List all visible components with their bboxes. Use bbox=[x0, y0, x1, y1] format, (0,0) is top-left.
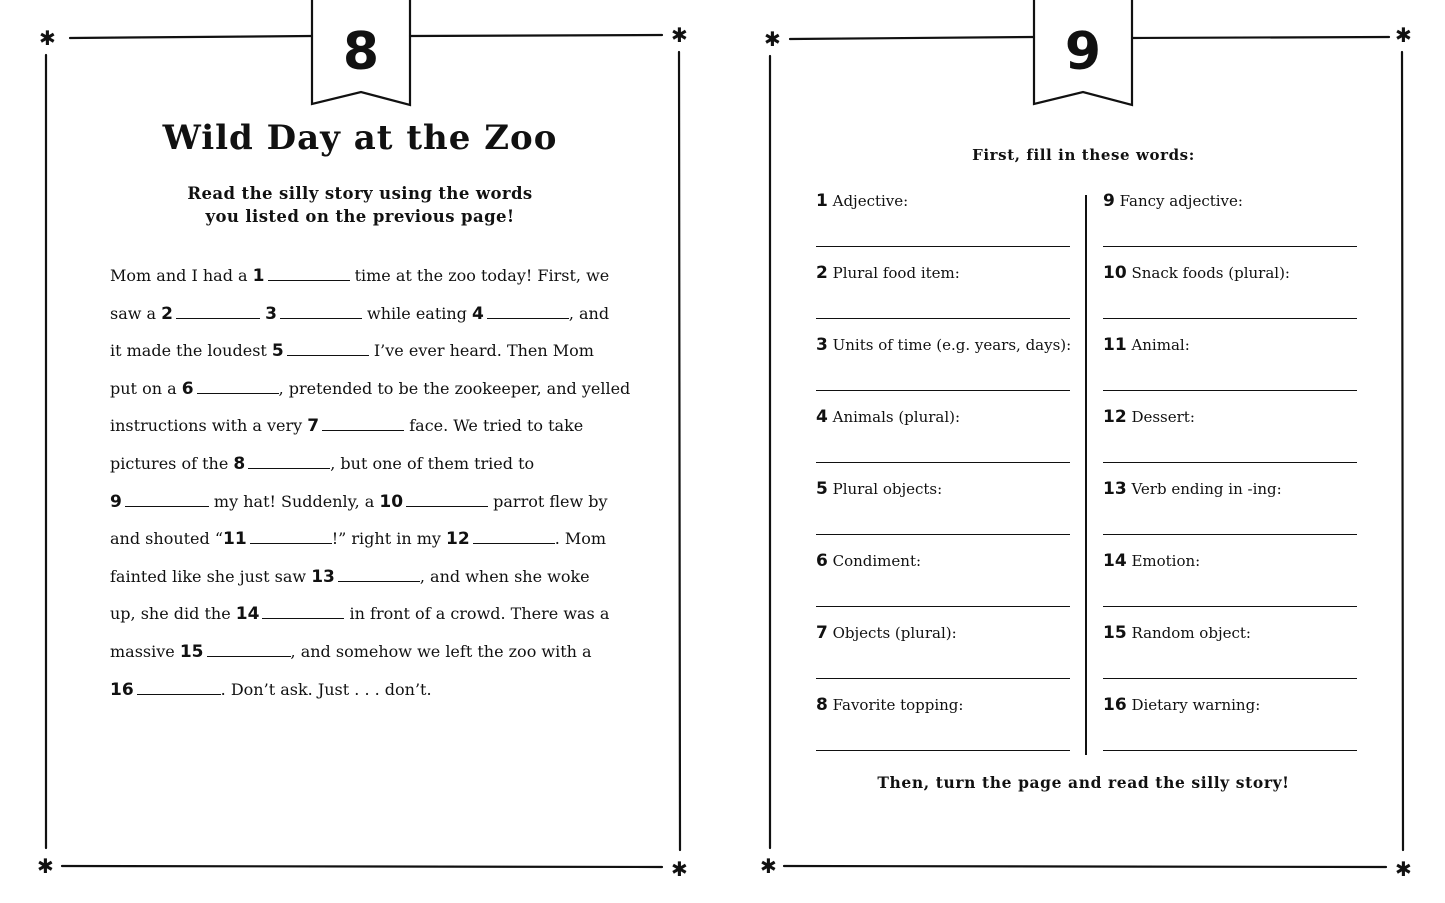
answer-line[interactable] bbox=[816, 246, 1070, 247]
fill-in-blank[interactable] bbox=[338, 567, 420, 582]
story-text-segment: fainted like she just saw bbox=[110, 566, 312, 586]
word-prompt-item bbox=[816, 190, 1071, 262]
word-prompt-label bbox=[816, 262, 960, 284]
blank-number: 15 bbox=[179, 641, 204, 662]
story-text-segment: and shouted “ bbox=[110, 529, 224, 549]
word-prompt-text: Animal: bbox=[1126, 336, 1190, 354]
story-text-segment: , and bbox=[568, 303, 610, 323]
word-prompt-item bbox=[816, 334, 1071, 406]
word-prompt-label bbox=[1103, 190, 1243, 212]
svg-text:✱: ✱ bbox=[671, 857, 688, 881]
story-line bbox=[110, 633, 630, 671]
svg-text:✱: ✱ bbox=[1395, 857, 1412, 881]
word-prompt-label bbox=[816, 334, 1071, 356]
page-title: Wild Day at the Zoo bbox=[162, 118, 558, 158]
word-prompt-text: Plural objects: bbox=[827, 480, 943, 498]
blank-number: 10 bbox=[379, 491, 404, 512]
word-prompt-item bbox=[1103, 262, 1358, 334]
blank-number: 2 bbox=[161, 303, 173, 324]
page-number-badge: 9 bbox=[1064, 22, 1102, 82]
word-prompt-number: 15 bbox=[1103, 623, 1127, 643]
story-line bbox=[110, 483, 630, 521]
answer-line[interactable] bbox=[1103, 678, 1357, 679]
story-text-segment: my hat! Suddenly, a bbox=[208, 491, 380, 511]
story-text-segment: saw a bbox=[110, 303, 162, 323]
fill-in-blank[interactable] bbox=[406, 492, 488, 507]
fill-in-blank[interactable] bbox=[287, 341, 369, 356]
answer-line[interactable] bbox=[816, 534, 1070, 535]
story-text-segment: face. We tried to take bbox=[404, 416, 584, 436]
blank-number: 6 bbox=[181, 378, 194, 399]
blank-number: 9 bbox=[110, 491, 122, 512]
word-prompt-item bbox=[1103, 550, 1358, 622]
answer-line[interactable] bbox=[1103, 606, 1357, 607]
fill-in-blank[interactable] bbox=[137, 680, 221, 695]
page-subtitle bbox=[140, 182, 580, 228]
word-prompt-text: Random object: bbox=[1126, 624, 1251, 642]
word-prompt-number: 9 bbox=[1103, 191, 1115, 211]
story-text-segment: while eating bbox=[361, 303, 472, 323]
right-page bbox=[722, 0, 1445, 903]
word-prompt-number: 4 bbox=[816, 407, 828, 427]
answer-line[interactable] bbox=[816, 462, 1070, 463]
fill-in-blank[interactable] bbox=[280, 304, 362, 319]
word-prompt-text: Emotion: bbox=[1126, 552, 1201, 570]
word-prompt-number: 6 bbox=[816, 551, 828, 571]
blank-number: 12 bbox=[446, 529, 470, 550]
story-line bbox=[110, 445, 630, 483]
page-number-badge: 8 bbox=[342, 22, 380, 82]
story-text-segment: . Don’t ask. Just . . . don’t. bbox=[220, 679, 432, 699]
word-prompt-label bbox=[816, 550, 921, 572]
word-prompt-text: Units of time (e.g. years, days): bbox=[827, 336, 1072, 354]
word-prompt-number: 7 bbox=[816, 623, 828, 643]
story-line bbox=[110, 295, 630, 333]
svg-text:✱: ✱ bbox=[760, 854, 777, 878]
word-prompt-number: 10 bbox=[1103, 263, 1127, 283]
word-prompt-text: Fancy adjective: bbox=[1114, 192, 1243, 210]
word-prompt-text: Snack foods (plural): bbox=[1126, 264, 1290, 282]
story-text bbox=[110, 257, 630, 708]
word-prompt-label bbox=[1103, 622, 1251, 644]
word-prompt-text: Condiment: bbox=[827, 552, 922, 570]
blank-number: 3 bbox=[265, 303, 277, 324]
word-prompt-text: Animals (plural): bbox=[827, 408, 961, 426]
fill-in-blank[interactable] bbox=[250, 529, 332, 544]
story-text-segment: Mom and I had a bbox=[110, 266, 253, 285]
svg-text:✱: ✱ bbox=[39, 26, 56, 50]
word-prompt-text: Plural food item: bbox=[827, 264, 960, 282]
subtitle-line: Read the silly story using the words bbox=[187, 184, 533, 203]
word-prompt-item bbox=[1103, 406, 1358, 478]
story-text-segment: put on a bbox=[110, 378, 182, 398]
blank-number: 4 bbox=[472, 303, 484, 324]
answer-line[interactable] bbox=[1103, 534, 1357, 535]
story-text-segment: it made the loudest bbox=[110, 341, 272, 361]
word-prompt-label bbox=[816, 622, 957, 644]
story-text-segment: pictures of the bbox=[110, 453, 234, 473]
word-prompt-label bbox=[1103, 334, 1190, 356]
word-prompt-label bbox=[1103, 478, 1282, 500]
word-prompt-number: 13 bbox=[1103, 479, 1127, 499]
story-line bbox=[110, 558, 630, 596]
word-prompt-label bbox=[816, 190, 908, 212]
word-prompt-text: Objects (plural): bbox=[827, 624, 957, 642]
svg-text:✱: ✱ bbox=[1395, 23, 1412, 47]
story-text-segment: !” right in my bbox=[331, 529, 447, 549]
blank-number: 13 bbox=[311, 566, 335, 587]
word-prompt-number: 5 bbox=[816, 479, 828, 499]
answer-line[interactable] bbox=[816, 318, 1070, 319]
fill-in-blank[interactable] bbox=[207, 642, 291, 657]
word-prompt-number: 12 bbox=[1103, 407, 1127, 427]
story-text-segment: , and somehow we left the zoo with a bbox=[290, 641, 592, 661]
story-text-segment: time at the zoo today! First, we bbox=[349, 266, 610, 285]
word-prompt-item bbox=[1103, 622, 1358, 694]
story-line bbox=[110, 370, 630, 408]
fill-in-blank[interactable] bbox=[248, 454, 330, 469]
word-prompt-text: Favorite topping: bbox=[827, 696, 964, 714]
blank-number: 14 bbox=[235, 604, 260, 625]
blank-number: 11 bbox=[223, 529, 247, 550]
story-text-segment: up, she did the bbox=[110, 604, 236, 624]
story-text-segment: I’ve ever heard. Then Mom bbox=[368, 341, 594, 361]
answer-line[interactable] bbox=[816, 390, 1070, 391]
word-prompt-number: 2 bbox=[816, 263, 828, 283]
answer-line[interactable] bbox=[816, 750, 1070, 751]
column-divider bbox=[1085, 195, 1087, 755]
fill-in-blank[interactable] bbox=[197, 379, 279, 394]
left-page bbox=[0, 0, 722, 903]
story-line bbox=[110, 595, 630, 633]
word-list-right-column bbox=[1103, 190, 1358, 766]
word-prompt-label bbox=[1103, 694, 1260, 716]
blank-number: 8 bbox=[233, 453, 246, 474]
fill-in-heading: First, fill in these words: bbox=[972, 146, 1195, 164]
word-prompt-item bbox=[1103, 478, 1358, 550]
word-prompt-text: Dessert: bbox=[1126, 408, 1195, 426]
svg-text:✱: ✱ bbox=[764, 27, 781, 51]
story-text-segment: , pretended to be the zookeeper, and yelled bbox=[278, 378, 631, 398]
story-text-segment: , but one of them tried to bbox=[330, 453, 535, 473]
word-prompt-item bbox=[816, 550, 1071, 622]
word-prompt-number: 14 bbox=[1103, 551, 1127, 571]
blank-number: 5 bbox=[271, 341, 284, 362]
word-prompt-text: Verb ending in -ing: bbox=[1126, 480, 1282, 498]
answer-line[interactable] bbox=[1103, 390, 1357, 391]
answer-line[interactable] bbox=[816, 606, 1070, 607]
story-text-segment: , and when she woke bbox=[419, 566, 590, 586]
fill-in-blank[interactable] bbox=[176, 304, 260, 319]
word-prompt-label bbox=[1103, 406, 1195, 428]
fill-in-blank[interactable] bbox=[268, 266, 350, 281]
fill-in-blank[interactable] bbox=[487, 304, 569, 319]
blank-number: 16 bbox=[110, 679, 134, 700]
word-prompt-number: 11 bbox=[1103, 335, 1127, 355]
story-line bbox=[110, 671, 630, 709]
word-prompt-item bbox=[816, 262, 1071, 334]
word-prompt-item bbox=[816, 478, 1071, 550]
fill-in-blank[interactable] bbox=[125, 492, 209, 507]
word-prompt-number: 1 bbox=[816, 191, 828, 211]
answer-line[interactable] bbox=[816, 678, 1070, 679]
blank-number: 7 bbox=[307, 416, 320, 437]
fill-in-blank[interactable] bbox=[473, 529, 555, 544]
word-prompt-item bbox=[1103, 694, 1358, 766]
story-text-segment: massive bbox=[110, 641, 180, 661]
word-prompt-item bbox=[816, 694, 1071, 766]
word-prompt-item bbox=[816, 406, 1071, 478]
word-prompt-label bbox=[816, 694, 963, 716]
answer-line[interactable] bbox=[1103, 246, 1357, 247]
story-line bbox=[110, 520, 630, 558]
word-prompt-item bbox=[816, 622, 1071, 694]
answer-line[interactable] bbox=[1103, 318, 1357, 319]
word-prompt-label bbox=[1103, 550, 1200, 572]
word-prompt-label bbox=[1103, 262, 1290, 284]
svg-text:✱: ✱ bbox=[37, 854, 54, 878]
word-prompt-number: 3 bbox=[816, 335, 828, 355]
svg-text:✱: ✱ bbox=[671, 23, 688, 47]
word-prompt-text: Dietary warning: bbox=[1126, 696, 1261, 714]
story-line bbox=[110, 407, 630, 445]
word-prompt-text: Adjective: bbox=[827, 192, 909, 210]
footer-instruction: Then, turn the page and read the silly story! bbox=[877, 773, 1290, 792]
word-prompt-number: 8 bbox=[816, 695, 828, 715]
story-line bbox=[110, 332, 630, 370]
subtitle-line: you listed on the previous page! bbox=[205, 207, 515, 226]
story-line bbox=[110, 257, 630, 295]
story-text-segment: in front of a crowd. There was a bbox=[344, 604, 610, 624]
word-prompt-label bbox=[816, 406, 960, 428]
word-list-left-column bbox=[816, 190, 1071, 766]
fill-in-blank[interactable] bbox=[322, 416, 404, 431]
word-prompt-item bbox=[1103, 334, 1358, 406]
word-prompt-number: 16 bbox=[1103, 695, 1127, 715]
word-prompt-label bbox=[816, 478, 942, 500]
story-text-segment: . Mom bbox=[554, 529, 607, 549]
story-text-segment: parrot flew by bbox=[488, 491, 608, 511]
word-prompt-item bbox=[1103, 190, 1358, 262]
story-text-segment: instructions with a very bbox=[110, 416, 308, 436]
answer-line[interactable] bbox=[1103, 462, 1357, 463]
blank-number: 1 bbox=[252, 266, 265, 286]
fill-in-blank[interactable] bbox=[262, 604, 344, 619]
answer-line[interactable] bbox=[1103, 750, 1357, 751]
